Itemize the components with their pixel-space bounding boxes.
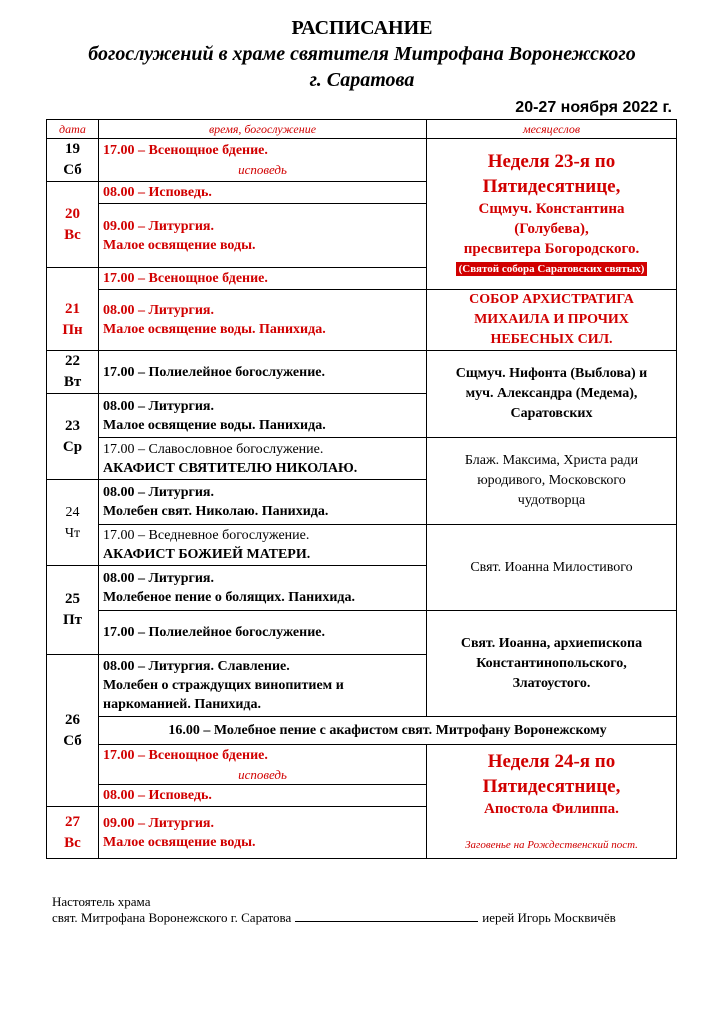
calendar-text: Неделя 24-я по xyxy=(487,750,616,772)
table-header-row xyxy=(47,120,677,139)
calendar-text: Сщмуч. Нифонта (Выблова) и xyxy=(455,366,648,381)
signature-blank xyxy=(295,910,478,922)
service-note: исповедь xyxy=(238,162,287,177)
service-cell xyxy=(99,268,427,290)
weekday: Вс xyxy=(64,226,81,243)
calendar-text: юродивого, Московского xyxy=(477,473,626,488)
calendar-note: Заговенье на Рождественский пост. xyxy=(465,838,638,851)
calendar-text: Константинопольского, xyxy=(476,655,627,671)
calendar-text: чудотворца xyxy=(517,493,586,508)
calendar-cell-john-merciful xyxy=(427,525,677,611)
service-cell xyxy=(99,351,427,394)
day-number: 23 xyxy=(65,417,80,434)
service-cell xyxy=(99,290,427,351)
weekday: Сб xyxy=(63,732,82,749)
date-cell-19 xyxy=(47,139,99,182)
date-cell-26 xyxy=(47,655,99,807)
page-subtitle-city: г. Саратова xyxy=(309,69,415,91)
date-cell-25 xyxy=(47,566,99,655)
service-akathist: АКАФИСТ СВЯТИТЕЛЮ НИКОЛАЮ. xyxy=(103,460,358,476)
calendar-text: Златоустого. xyxy=(512,675,591,691)
service-text: Малое освящение воды. xyxy=(103,237,256,253)
service-text: 17.00 – Полиелейное богослужение. xyxy=(103,625,325,640)
calendar-text: пресвитера Богородского. xyxy=(463,241,640,257)
table-row xyxy=(47,745,677,785)
calendar-text: Блаж. Максима, Христа ради xyxy=(464,453,639,468)
weekday: Пт xyxy=(62,612,83,628)
service-note: исповедь xyxy=(238,766,287,782)
service-cell xyxy=(99,525,427,566)
calendar-text: Сщмуч. Константина xyxy=(478,201,625,217)
calendar-text: Саратовских xyxy=(510,406,593,421)
signature-line xyxy=(52,910,616,926)
service-text: Молебен о страждущих винопитием и xyxy=(103,678,344,693)
service-cell xyxy=(99,204,427,268)
table-row xyxy=(47,139,677,182)
day-number: 22 xyxy=(65,353,80,369)
service-text: 17.00 – Полиелейное богослужение. xyxy=(103,364,325,380)
day-number: 26 xyxy=(65,711,80,728)
day-number: 25 xyxy=(65,591,80,607)
service-text: Молебен свят. Николаю. Панихида. xyxy=(103,504,329,519)
service-text: Малое освящение воды. xyxy=(103,834,256,850)
calendar-text: Пятидесятнице, xyxy=(482,775,621,797)
schedule-table xyxy=(46,119,677,859)
service-text: 09.00 – Литургия. xyxy=(103,218,214,234)
signature-name: иерей Игорь Москвичёв xyxy=(482,910,616,925)
table-row xyxy=(47,611,677,655)
weekday: Сб xyxy=(63,162,82,178)
calendar-text: (Голубева), xyxy=(514,221,589,237)
calendar-text: муч. Александра (Медема), xyxy=(465,386,638,401)
column-header-service: время, богослужение xyxy=(99,120,427,139)
calendar-text: НЕБЕСНЫХ СИЛ. xyxy=(490,332,613,347)
table-row xyxy=(47,525,677,566)
calendar-cell-archangel xyxy=(427,290,677,351)
service-text: 17.00 – Всенощное бдение. xyxy=(103,747,268,763)
service-cell xyxy=(99,480,427,525)
signature-church: свят. Митрофана Воронежского г. Саратова xyxy=(52,910,292,925)
date-cell-24 xyxy=(47,480,99,566)
day-number: 27 xyxy=(65,813,80,830)
service-cell xyxy=(99,655,427,717)
service-cell xyxy=(99,745,427,785)
service-text: 17.00 – Всенощное бдение. xyxy=(103,271,268,286)
service-cell xyxy=(99,438,427,480)
calendar-cell-maxim xyxy=(427,438,677,525)
calendar-cell-sunday23 xyxy=(427,139,677,290)
day-number: 21 xyxy=(65,301,80,317)
date-cell-23 xyxy=(47,394,99,480)
page-title: РАСПИСАНИЕ xyxy=(291,17,433,39)
table-row xyxy=(47,290,677,351)
date-period: 20-27 ноября 2022 г. xyxy=(515,99,672,116)
column-header-calendar: месяцеслов xyxy=(427,120,677,139)
service-akathist: АКАФИСТ БОЖИЕЙ МАТЕРИ. xyxy=(103,547,311,562)
calendar-highlight-badge: (Святой собора Саратовских святых) xyxy=(456,262,648,276)
calendar-cell-chrysostom xyxy=(427,611,677,717)
calendar-cell-nifont xyxy=(427,351,677,438)
service-text: Малое освящение воды. Панихида. xyxy=(103,417,326,433)
service-cell xyxy=(99,611,427,655)
table-row xyxy=(47,717,677,745)
service-cell xyxy=(99,566,427,611)
date-cell-21 xyxy=(47,268,99,351)
calendar-cell-sunday24 xyxy=(427,745,677,859)
service-text: 08.00 – Исповедь. xyxy=(103,185,212,200)
calendar-text: СОБОР АРХИСТРАТИГА xyxy=(469,292,634,307)
table-row xyxy=(47,351,677,394)
service-text: 17.00 – Всенощное бдение. xyxy=(103,143,268,158)
service-text: наркоманией. Панихида. xyxy=(103,697,261,712)
column-header-date: дата xyxy=(47,120,99,139)
calendar-text: Апостола Филиппа. xyxy=(484,800,619,817)
calendar-text: Неделя 23-я по xyxy=(487,151,616,172)
service-text: 08.00 – Литургия. xyxy=(103,485,214,500)
weekday: Вс xyxy=(64,834,81,851)
day-number: 24 xyxy=(65,504,80,520)
service-cell xyxy=(99,182,427,204)
calendar-text: Свят. Иоанна, архиепископа xyxy=(460,635,643,651)
service-text: 08.00 – Исповедь. xyxy=(103,788,212,803)
service-cell xyxy=(99,394,427,438)
calendar-text: Пятидесятнице, xyxy=(482,176,621,197)
service-text: Молебеное пение о болящих. Панихида. xyxy=(103,590,355,605)
date-cell-22 xyxy=(47,351,99,394)
service-cell xyxy=(99,139,427,182)
service-text: 16.00 – Молебное пение с акафистом свят. Митрофану Воронежскому xyxy=(168,723,607,738)
weekday: Чт xyxy=(64,525,81,541)
service-cell xyxy=(99,807,427,859)
service-cell-wide xyxy=(99,717,677,745)
service-text: Малое освящение воды. Панихида. xyxy=(103,322,326,337)
weekday: Пн xyxy=(62,322,83,338)
service-text: 08.00 – Литургия. xyxy=(103,571,214,586)
date-cell-27 xyxy=(47,807,99,859)
weekday: Ср xyxy=(62,438,83,455)
weekday: Вт xyxy=(63,374,82,390)
service-text: 08.00 – Литургия. xyxy=(103,398,214,414)
day-number: 20 xyxy=(65,205,80,222)
table-row xyxy=(47,438,677,480)
service-text: 08.00 – Литургия. Славление. xyxy=(103,659,290,674)
service-cell xyxy=(99,785,427,807)
calendar-text: Свят. Иоанна Милостивого xyxy=(470,559,633,575)
service-text: 17.00 – Вседневное богослужение. xyxy=(103,528,310,543)
calendar-text: МИХАИЛА И ПРОЧИХ xyxy=(474,312,629,327)
service-text: 08.00 – Литургия. xyxy=(103,303,214,318)
signature-title: Настоятель храма xyxy=(52,894,151,909)
page-subtitle: богослужений в храме святителя Митрофана Воронежского xyxy=(88,43,636,65)
service-text: 09.00 – Литургия. xyxy=(103,815,214,831)
service-text: 17.00 – Славословное богослужение. xyxy=(103,441,324,457)
date-cell-20 xyxy=(47,182,99,268)
day-number: 19 xyxy=(65,141,80,157)
